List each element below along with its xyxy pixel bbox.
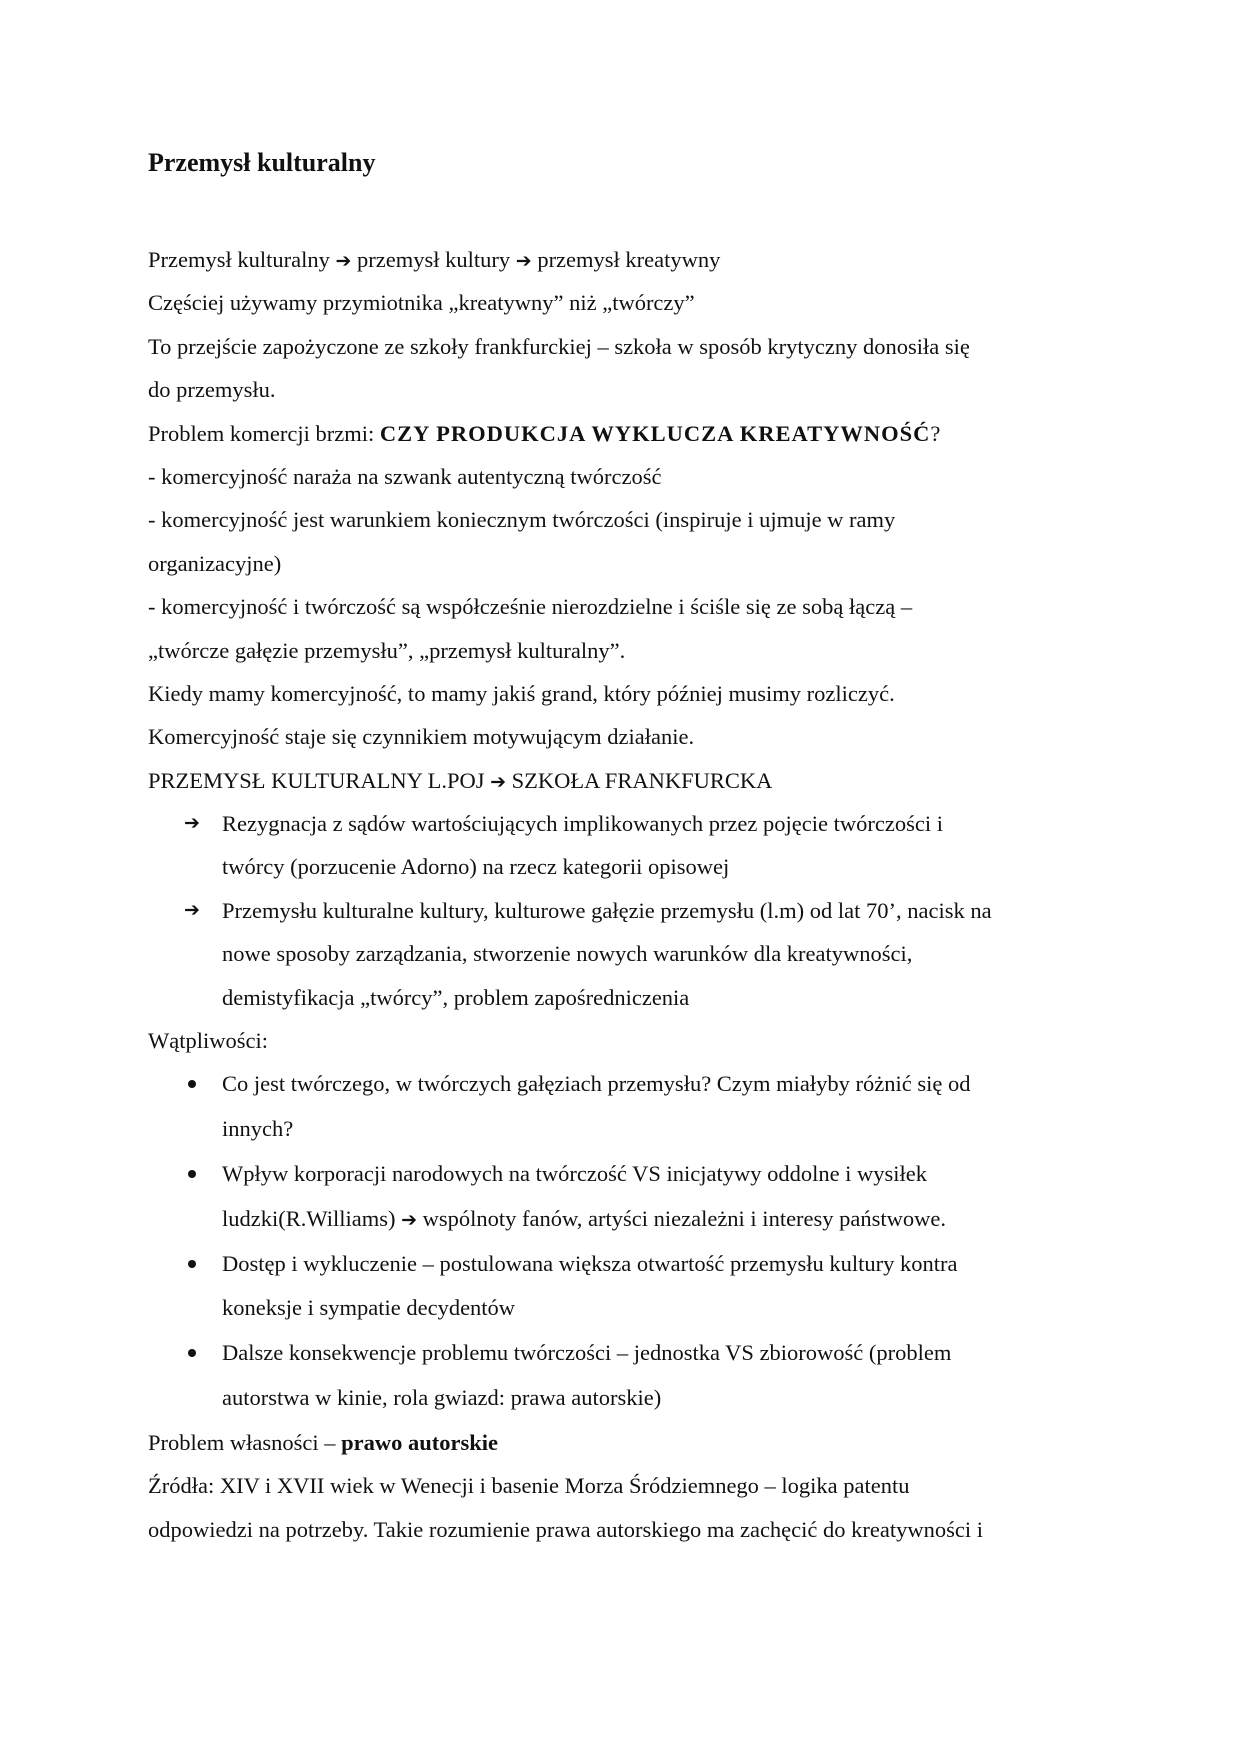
text: Przemysłu kulturalne kultury, kulturowe gałęzie przemysłu (l.m) od lat 70’, nacisk na	[222, 897, 992, 923]
text-line	[148, 238, 1098, 281]
text-line: - komercyjność naraża na szwank autentyczną twórczość	[148, 463, 662, 489]
arrow-icon: ➔	[515, 250, 532, 272]
text-line	[148, 412, 1098, 455]
document-title: Przemysł kulturalny	[148, 148, 376, 177]
text: SZKOŁA FRANKFURCKA	[511, 767, 773, 793]
bullet-item	[148, 1062, 1098, 1107]
bullet-list	[148, 1062, 1098, 1420]
bold-question: CZY PRODUKCJA WYKLUCZA KREATYWNOŚĆ	[379, 420, 931, 446]
text-line: „twórcze gałęzie przemysłu”, „przemysł kulturalny”.	[148, 637, 626, 663]
text-line: organizacyjne)	[148, 550, 282, 576]
text: przemysł kultury	[357, 247, 511, 272]
text: ?	[930, 420, 941, 446]
text-line: - komercyjność i twórczość są współcześnie nierozdzielne i ściśle się ze sobą łączą –	[148, 594, 913, 620]
arrow-icon: ➔	[184, 812, 200, 835]
text: Problem komercji brzmi:	[148, 420, 380, 446]
bullet-item-cont: koneksje i sympatie decydentów	[222, 1295, 516, 1321]
text-line: Wątpliwości:	[148, 1028, 268, 1054]
bullet-item-cont: autorstwa w kinie, rola gwiazd: prawa autorskie)	[222, 1385, 662, 1410]
bullet-item	[148, 1331, 1098, 1376]
bullet-item	[148, 1242, 1098, 1287]
text: wspólnoty fanów, artyści niezależni i interesy państwowe.	[422, 1205, 947, 1231]
bullet-icon	[188, 1080, 196, 1088]
text: Rezygnacja z sądów wartościujących implikowanych przez pojęcie twórczości i	[222, 811, 943, 837]
bullet-icon	[188, 1260, 196, 1268]
text: Wpływ korporacji narodowych na twórczość VS inicjatywy oddolne i wysiłek	[222, 1161, 928, 1187]
text: ludzki(R.Williams)	[222, 1205, 396, 1231]
text-line: Źródła: XIV i XVII wiek w Wenecji i basenie Morza Śródziemnego – logika patentu	[148, 1473, 910, 1499]
bullet-icon	[188, 1170, 196, 1178]
bullet-item-cont: innych?	[222, 1116, 294, 1142]
arrow-list-item-cont: nowe sposoby zarządzania, stworzenie nowych warunków dla kreatywności,	[222, 941, 913, 967]
text-line	[148, 759, 1098, 802]
text: Dostęp i wykluczenie – postulowana większa otwartość przemysłu kultury kontra	[222, 1250, 958, 1276]
document-body	[148, 238, 1098, 1551]
arrow-list-item	[148, 802, 1098, 845]
bold-term: prawo autorskie	[341, 1429, 498, 1455]
arrow-icon: ➔	[490, 770, 507, 793]
arrow-list-item-cont: demistyfikacja „twórcy”, problem zapośredniczenia	[222, 984, 690, 1010]
text: Przemysł kulturalny	[148, 247, 330, 272]
text-line: do przemysłu.	[148, 377, 276, 403]
text-line: odpowiedzi na potrzeby. Takie rozumienie prawa autorskiego ma zachęcić do kreatywności i	[148, 1516, 983, 1542]
text-line: - komercyjność jest warunkiem koniecznym twórczości (inspiruje i ujmuje w ramy	[148, 507, 896, 533]
text-line: To przejście zapożyczone ze szkoły frankfurckiej – szkoła w sposób krytyczny donosiła się	[148, 333, 970, 359]
text-line: Kiedy mamy komercyjność, to mamy jakiś grand, który później musimy rozliczyć.	[148, 680, 895, 706]
text: PRZEMYSŁ KULTURALNY L.POJ	[148, 767, 485, 793]
text: Co jest twórczego, w twórczych gałęziach przemysłu? Czym miałyby różnić się od	[222, 1071, 971, 1097]
arrow-icon: ➔	[184, 898, 200, 921]
bullet-item-cont	[148, 1197, 1098, 1242]
text-line: Komercyjność staje się czynnikiem motywującym działanie.	[148, 724, 695, 750]
bullet-icon	[188, 1349, 196, 1357]
arrow-list-item	[148, 889, 1098, 932]
text-line	[148, 1421, 1098, 1464]
text: Problem własności –	[148, 1429, 342, 1455]
text-line: Częściej używamy przymiotnika „kreatywny” niż „twórczy”	[148, 290, 695, 316]
arrow-icon: ➔	[401, 1208, 417, 1231]
bullet-item	[148, 1152, 1098, 1197]
text: Dalsze konsekwencje problemu twórczości – jednostka VS zbiorowość (problem	[222, 1340, 952, 1366]
arrow-list-item-cont: twórcy (porzucenie Adorno) na rzecz kategorii opisowej	[222, 854, 730, 880]
arrow-list	[148, 802, 1098, 1019]
arrow-icon: ➔	[335, 250, 352, 272]
text: przemysł kreatywny	[537, 247, 721, 272]
